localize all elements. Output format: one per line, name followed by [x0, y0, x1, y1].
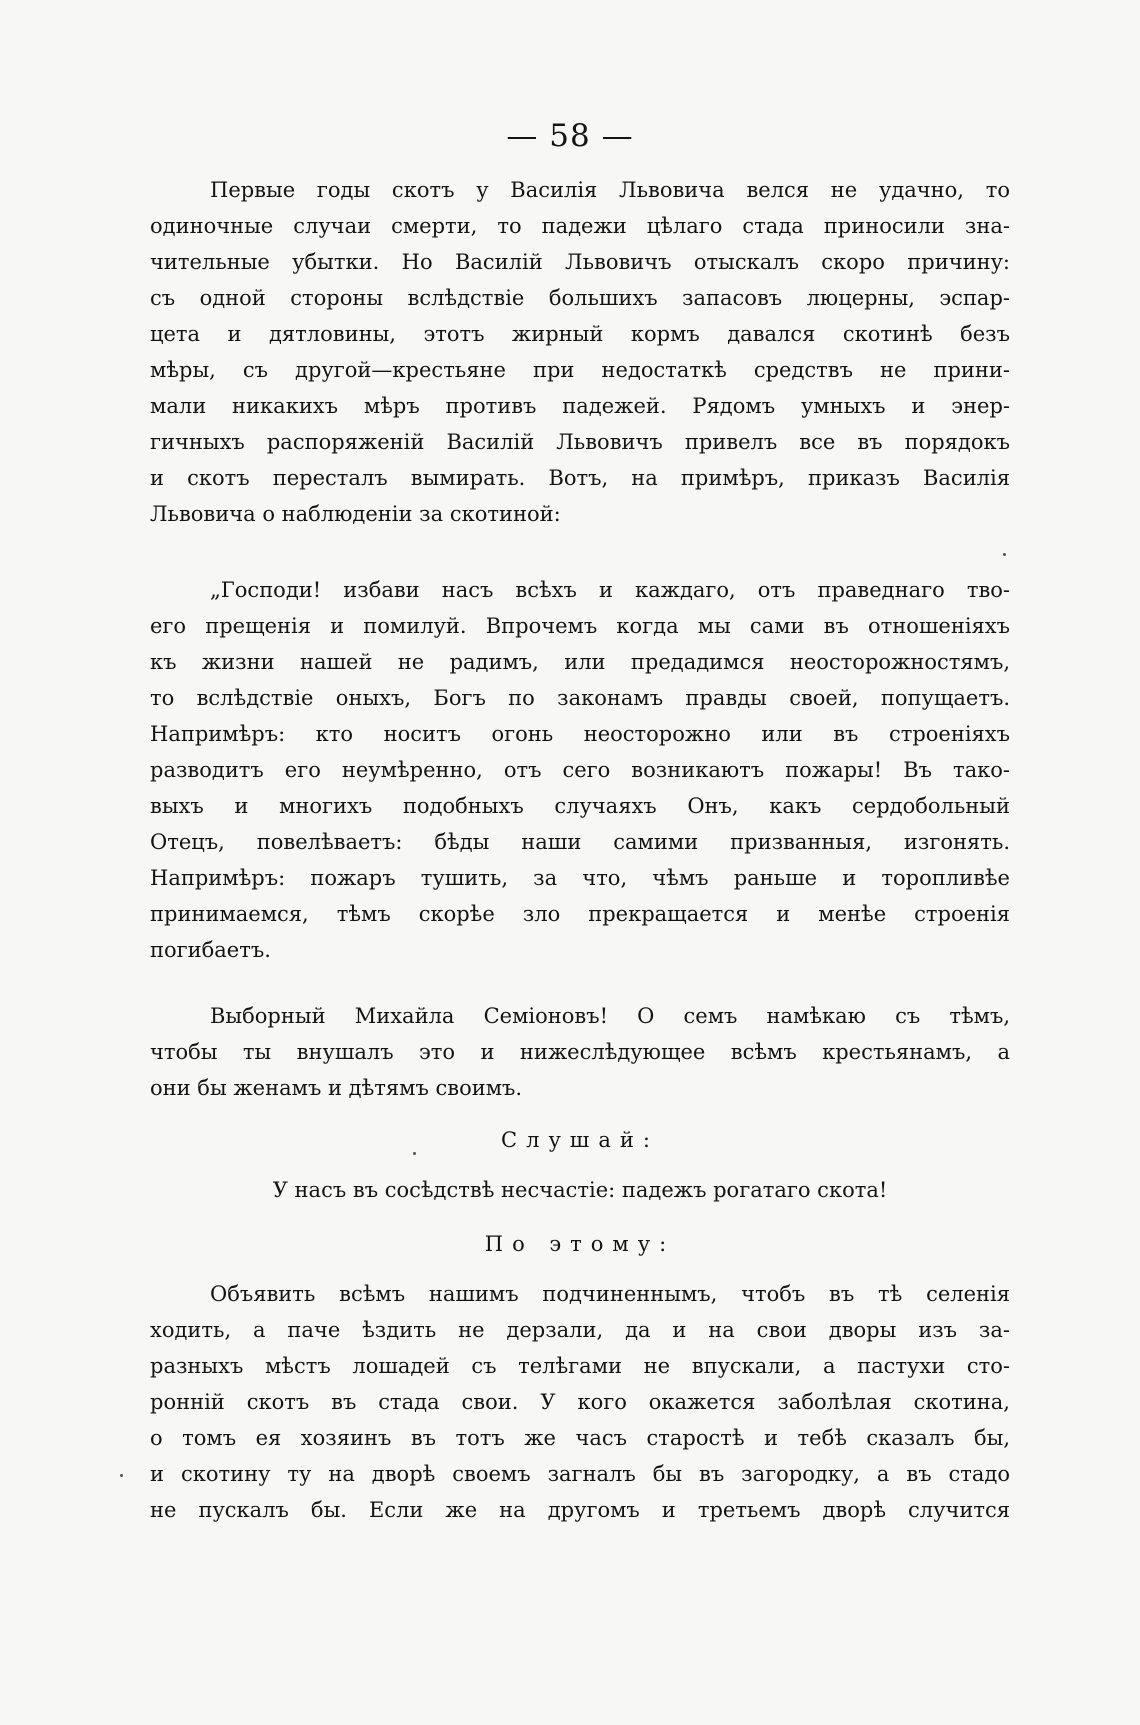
- page-number: — 58 —: [506, 118, 634, 154]
- text-line: они бы женамъ и дѣтямъ своимъ.: [150, 1076, 523, 1100]
- paragraph-3: [150, 998, 1010, 1106]
- text-line: разводитъ его неумѣренно, отъ сего возникаютъ пожары! Въ тако-: [150, 758, 1010, 782]
- heading-listen: Слушай:: [501, 1128, 659, 1152]
- text-line: разныхъ мѣстъ лошадей съ телѣгами не впускали, а пастухи сто-: [150, 1354, 1010, 1378]
- text-line: одиночные случаи смерти, то падежи цѣлаго стада приносили зна-: [150, 214, 1010, 238]
- text-line: не пускалъ бы. Если же на другомъ и третьемъ дворѣ случится: [150, 1498, 1010, 1522]
- text-line: принимаемся, тѣмъ скорѣе зло прекращается и менѣе строенія: [150, 902, 1010, 926]
- text-line: о томъ ея хозяинъ въ тотъ же часъ старостѣ и тебѣ сказалъ бы,: [150, 1426, 1010, 1450]
- text-line: гичныхъ распоряженій Василій Львовичъ привелъ все въ порядокъ: [150, 430, 1010, 454]
- text-line: Напримѣръ: пожаръ тушить, за что, чѣмъ раньше и торопливѣе: [150, 866, 1010, 890]
- text-line: Напримѣръ: кто носитъ огонь неосторожно или въ строеніяхъ: [150, 722, 1010, 746]
- text-line: къ жизни нашей не радимъ, или предадимся неосторожностямъ,: [150, 650, 1010, 674]
- text-line: Отецъ, повелѣваетъ: бѣды наши самими призванныя, изгонять.: [150, 830, 1010, 854]
- text-line: выхъ и многихъ подобныхъ случаяхъ Онъ, какъ сердобольный: [150, 794, 1010, 818]
- paragraph-1: [150, 172, 1010, 532]
- paragraph-2: [150, 572, 1010, 968]
- text-line: ронній скотъ въ стада свои. У кого окажется заболѣлая скотина,: [150, 1390, 1010, 1414]
- text-line: цета и дятловины, этотъ жирный кормъ давался скотинѣ безъ: [150, 322, 1010, 346]
- text-line: мѣры, съ другой—крестьяне при недостаткѣ средствъ не прини-: [150, 358, 1010, 382]
- text-line: Объявить всѣмъ нашимъ подчиненнымъ, чтобъ въ тѣ селенія: [210, 1282, 1010, 1306]
- text-line: Первые годы скотъ у Василія Львовича велся не удачно, то: [210, 178, 1010, 202]
- text-line: Львовича о наблюденіи за скотиной:: [150, 502, 561, 526]
- text-line: погибаетъ.: [150, 938, 271, 962]
- notice-line: У насъ въ сосѣдствѣ несчастіе: падежъ рогатаго скота!: [272, 1178, 888, 1202]
- scan-speck: [413, 1152, 416, 1155]
- scan-speck: [120, 1474, 123, 1477]
- text-line: его прещенія и помилуй. Впрочемъ когда мы сами въ отношеніяхъ: [150, 614, 1010, 638]
- text-line: ходить, а паче ѣздить не дерзали, да и на свои дворы изъ за-: [150, 1318, 1010, 1342]
- text-line: „Господи! избави насъ всѣхъ и каждаго, отъ праведнаго тво-: [210, 578, 1010, 602]
- text-line: съ одной стороны вслѣдствіе большихъ запасовъ люцерны, эспар-: [150, 286, 1010, 310]
- scan-speck: [1003, 553, 1006, 556]
- heading-therefore: По этому:: [484, 1232, 676, 1256]
- paragraph-4: [150, 1276, 1010, 1528]
- text-line: и скотъ пересталъ вымирать. Вотъ, на примѣръ, приказъ Василія: [150, 466, 1010, 490]
- text-line: то вслѣдствіе оныхъ, Богъ по законамъ правды своей, попущаетъ.: [150, 686, 1010, 710]
- text-line: чтобы ты внушалъ это и нижеслѣдующее всѣмъ крестьянамъ, а: [150, 1040, 1010, 1064]
- text-line: мали никакихъ мѣръ противъ падежей. Рядомъ умныхъ и энер-: [150, 394, 1010, 418]
- text-line: Выборный Михайла Семіоновъ! О семъ намѣкаю съ тѣмъ,: [210, 1004, 1010, 1028]
- text-line: чительные убытки. Но Василій Львовичъ отыскалъ скоро причину:: [150, 250, 1010, 274]
- text-line: и скотину ту на дворѣ своемъ загналъ бы въ загородку, а въ стадо: [150, 1462, 1010, 1486]
